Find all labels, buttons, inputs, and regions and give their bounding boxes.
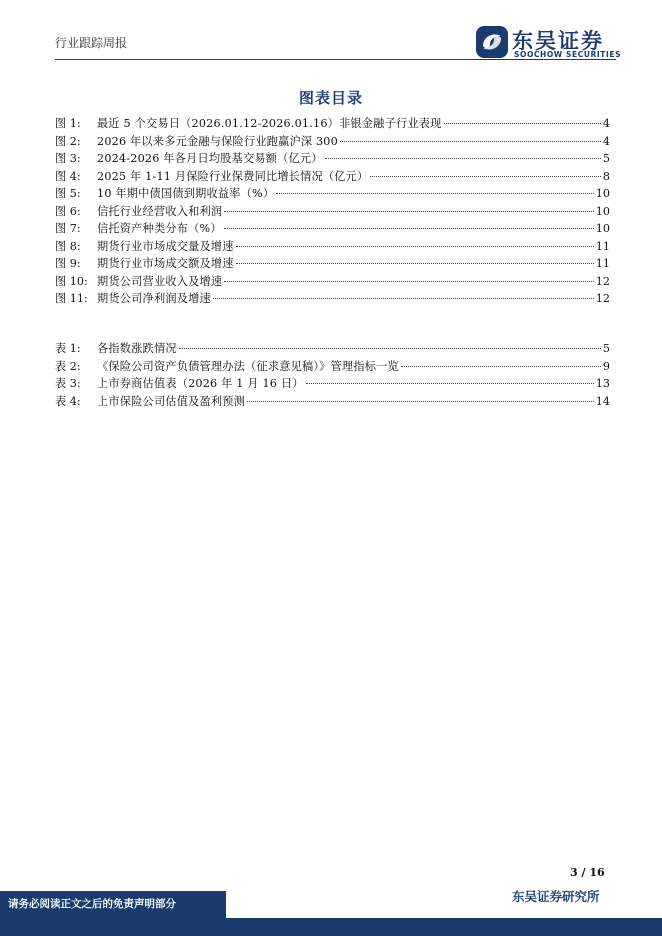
header-divider bbox=[55, 59, 616, 60]
entry-label: 表 3: bbox=[55, 377, 81, 390]
entry-title: 上市券商估值表（2026 年 1 月 16 日） bbox=[97, 377, 304, 390]
figure-entry[interactable] bbox=[55, 150, 610, 168]
entry-page: 10 bbox=[595, 187, 610, 200]
entry-title: 2025 年 1-11 月保险行业保费同比增长情况（亿元） bbox=[97, 169, 369, 183]
page-title: 图表目录 bbox=[298, 89, 363, 107]
dot-leader bbox=[325, 157, 601, 159]
dot-leader bbox=[236, 245, 594, 247]
entry-page: 11 bbox=[595, 257, 610, 270]
entry-page: 13 bbox=[595, 377, 610, 390]
entry-title: 期货公司营业收入及增速 bbox=[97, 274, 223, 288]
dot-leader bbox=[179, 347, 601, 349]
entry-page: 9 bbox=[602, 359, 610, 373]
dot-leader bbox=[340, 140, 601, 142]
entry-label: 图 11: bbox=[55, 292, 88, 305]
table-entry[interactable] bbox=[55, 375, 610, 393]
entry-title: 最近 5 个交易日（2026.01.12-2026.01.16）非银金融子行业表现 bbox=[97, 117, 442, 130]
entry-title: 2026 年以来多元金融与保险行业跑赢沪深 300 bbox=[97, 134, 338, 148]
entry-label: 图 6: bbox=[55, 204, 81, 218]
table-entry[interactable] bbox=[55, 340, 610, 358]
entry-page: 10 bbox=[595, 222, 610, 235]
figure-entry[interactable] bbox=[55, 115, 610, 133]
entry-page: 10 bbox=[595, 204, 610, 218]
logo-english-name: SOOCHOW SECURITIES bbox=[514, 50, 622, 59]
entry-label: 图 10: bbox=[55, 274, 88, 288]
dot-leader bbox=[247, 400, 594, 402]
entry-label: 图 5: bbox=[55, 187, 81, 200]
dot-leader bbox=[306, 382, 594, 384]
soochow-swirl-icon bbox=[474, 24, 510, 60]
figure-entry[interactable] bbox=[55, 220, 610, 238]
entry-page: 11 bbox=[595, 239, 610, 253]
dot-leader bbox=[401, 365, 601, 367]
entry-page: 8 bbox=[602, 169, 610, 183]
logo-chinese-name: 东吴证券 bbox=[512, 29, 604, 53]
dot-leader bbox=[276, 192, 593, 194]
entry-title: 信托行业经营收入和利润 bbox=[97, 204, 223, 218]
entry-title: 信托资产种类分布（%） bbox=[97, 222, 222, 235]
figure-entry[interactable] bbox=[55, 133, 610, 151]
entry-page: 4 bbox=[602, 117, 610, 130]
dot-leader bbox=[236, 262, 594, 264]
entry-label: 图 7: bbox=[55, 222, 81, 235]
entry-page: 12 bbox=[595, 292, 610, 305]
entry-title: 期货行业市场成交量及增速 bbox=[97, 239, 234, 253]
entry-page: 5 bbox=[602, 342, 610, 355]
dot-leader bbox=[370, 175, 600, 177]
entry-label: 图 2: bbox=[55, 134, 81, 148]
entry-title: 期货公司净利润及增速 bbox=[97, 292, 211, 305]
entry-label: 图 8: bbox=[55, 239, 81, 253]
figure-entry[interactable] bbox=[55, 203, 610, 221]
dot-leader bbox=[213, 297, 594, 299]
entry-label: 图 1: bbox=[55, 117, 81, 130]
figure-entry[interactable] bbox=[55, 290, 610, 308]
entry-label: 表 2: bbox=[55, 359, 81, 373]
entry-title: 2024-2026 年各月日均股基交易额（亿元） bbox=[97, 152, 323, 165]
figure-entry[interactable] bbox=[55, 255, 610, 273]
table-entry[interactable] bbox=[55, 393, 610, 411]
figure-list bbox=[55, 115, 610, 308]
entry-label: 表 4: bbox=[55, 394, 81, 408]
figure-entry[interactable] bbox=[55, 273, 610, 291]
dot-leader bbox=[444, 122, 601, 124]
entry-page: 12 bbox=[595, 274, 610, 288]
dot-leader bbox=[224, 280, 593, 282]
figure-entry[interactable] bbox=[55, 238, 610, 256]
figure-entry[interactable] bbox=[55, 185, 610, 203]
dot-leader bbox=[224, 210, 593, 212]
entry-label: 表 1: bbox=[55, 342, 81, 355]
dot-leader bbox=[224, 227, 594, 229]
disclaimer-banner: 请务必阅读正文之后的免责声明部分 bbox=[0, 891, 226, 918]
entry-page: 14 bbox=[595, 394, 610, 408]
footer-organization: 东吴证券研究所 bbox=[512, 889, 600, 904]
entry-label: 图 4: bbox=[55, 169, 81, 183]
entry-label: 图 3: bbox=[55, 152, 81, 165]
entry-title: 上市保险公司估值及盈利预测 bbox=[97, 394, 246, 408]
entry-title: 各指数涨跌情况 bbox=[97, 342, 177, 355]
entry-title: 期货行业市场成交额及增速 bbox=[97, 257, 234, 270]
entry-page: 5 bbox=[602, 152, 610, 165]
report-category: 行业跟踪周报 bbox=[55, 36, 128, 50]
page-number: 3 / 16 bbox=[570, 866, 605, 879]
table-entry[interactable] bbox=[55, 358, 610, 376]
figure-entry[interactable] bbox=[55, 168, 610, 186]
entry-label: 图 9: bbox=[55, 257, 81, 270]
footer-band bbox=[0, 918, 662, 936]
entry-title: 《保险公司资产负债管理办法（征求意见稿）》管理指标一览 bbox=[97, 359, 399, 373]
entry-page: 4 bbox=[602, 134, 610, 148]
company-logo bbox=[474, 24, 624, 62]
table-list bbox=[55, 340, 610, 410]
entry-title: 10 年期中债国债到期收益率（%） bbox=[97, 187, 275, 200]
